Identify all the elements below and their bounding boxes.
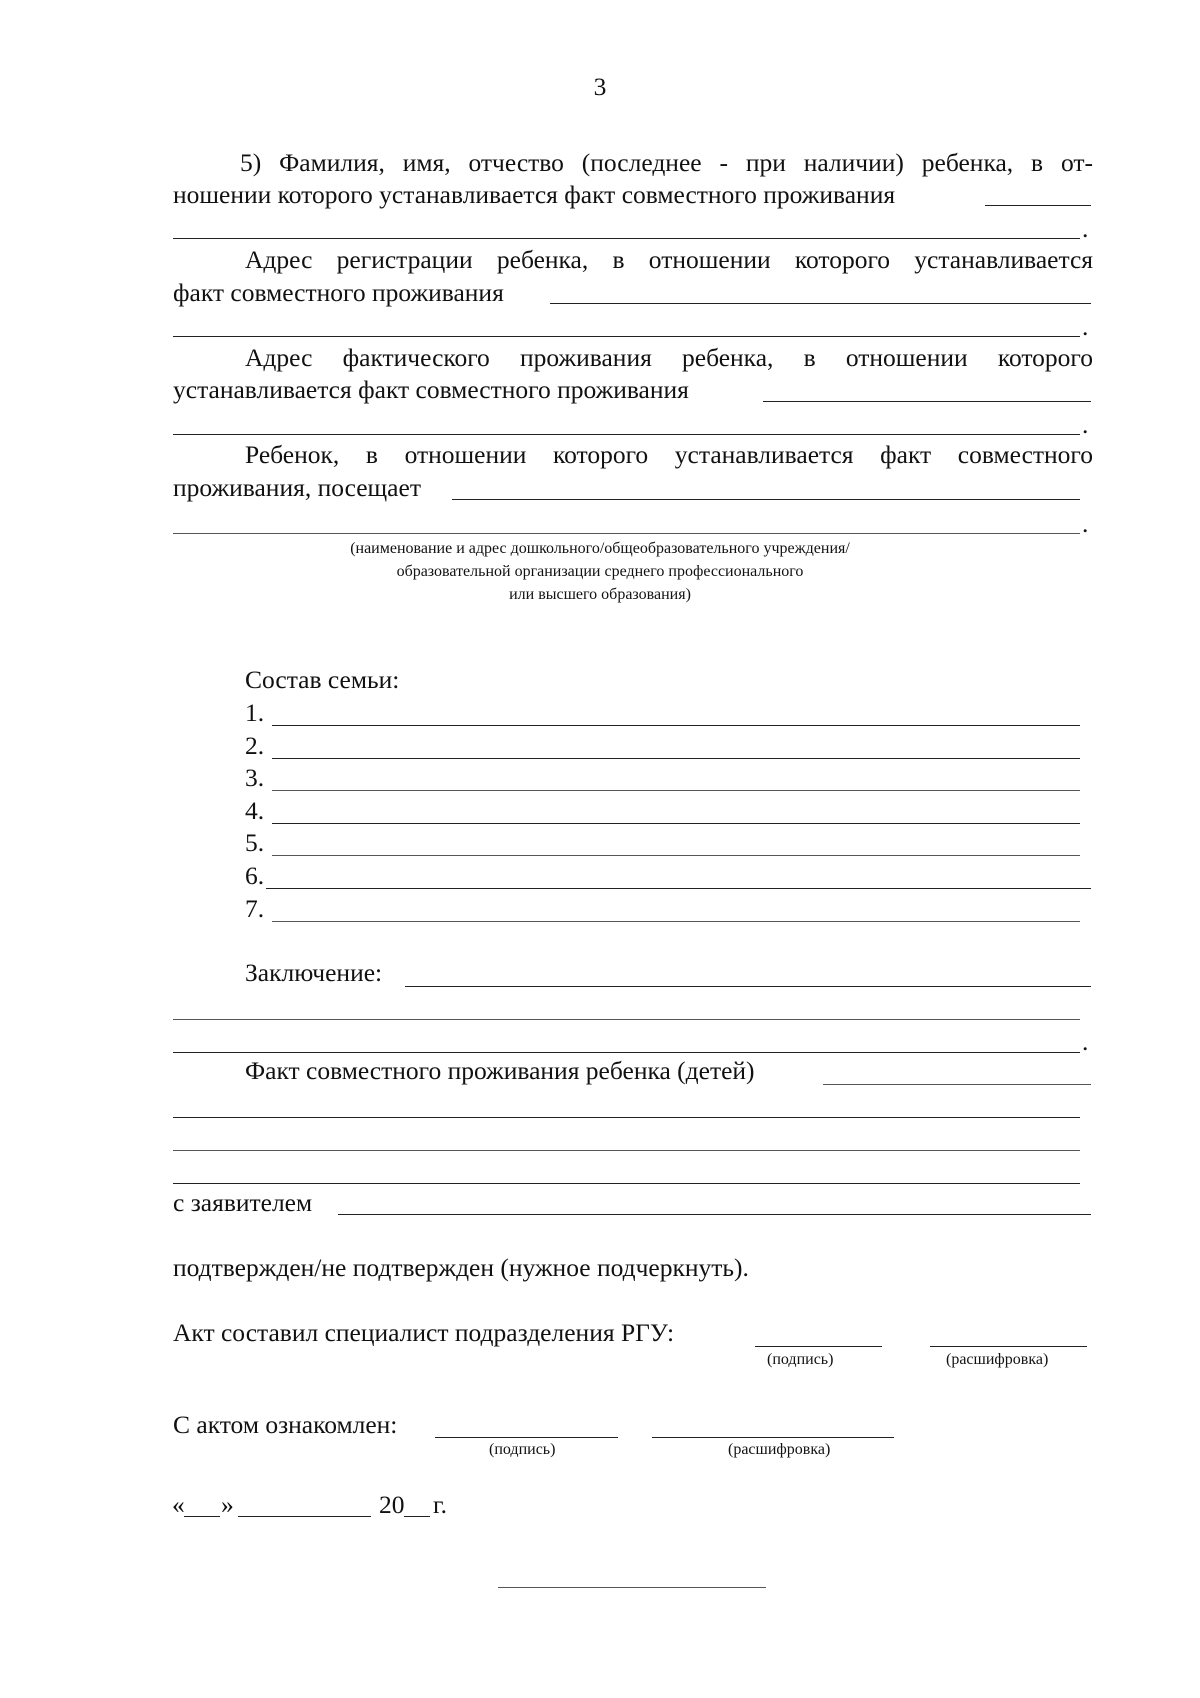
- fill-line: [173, 1183, 1080, 1184]
- family-item-line: [272, 823, 1080, 824]
- signature-caption: (подпись): [767, 1351, 834, 1368]
- family-item-line: [272, 790, 1080, 791]
- signature-line: [755, 1346, 882, 1347]
- actual-address-line1: Адрес фактического проживания ребенка, в отношении которого: [245, 343, 1093, 372]
- conclusion-label: Заключение:: [245, 958, 383, 987]
- attends-line2: проживания, посещает: [173, 473, 421, 502]
- attends-line1: Ребенок, в отношении которого устанавливается факт совместного: [245, 440, 1093, 469]
- registration-line2: факт совместного проживания: [173, 278, 504, 307]
- fill-line: [452, 499, 1080, 500]
- institution-caption-line1: (наименование и адрес дошкольного/общеобразовательного учреждения/: [350, 540, 850, 557]
- family-item-number: 3.: [245, 763, 265, 792]
- family-item-number: 7.: [245, 894, 265, 923]
- fill-line: [763, 401, 1091, 402]
- family-item-line: [266, 888, 1091, 889]
- decoding-line: [930, 1346, 1087, 1347]
- family-item-number: 5.: [245, 828, 265, 857]
- fill-line: [173, 1019, 1080, 1020]
- section5-line2: ношении которого устанавливается факт совместного проживания: [173, 180, 896, 209]
- month-line: [238, 1516, 371, 1517]
- signature-caption: (подпись): [489, 1441, 556, 1458]
- fill-line: [173, 1117, 1080, 1118]
- institution-caption-line2: образовательной организации среднего профессионального: [396, 563, 804, 580]
- day-line: [184, 1516, 220, 1517]
- family-item-line: [272, 855, 1080, 856]
- end-dot: .: [1082, 312, 1089, 341]
- registration-line1: Адрес регистрации ребенка, в отношении которого устанавливается: [245, 245, 1093, 274]
- end-dot: .: [1082, 1027, 1089, 1056]
- family-item-line: [272, 725, 1080, 726]
- acquainted-label: С актом ознакомлен:: [173, 1410, 398, 1439]
- family-item-number: 4.: [245, 796, 265, 825]
- fill-line: [985, 205, 1091, 206]
- fill-line: [823, 1084, 1091, 1085]
- family-title: Состав семьи:: [245, 665, 400, 694]
- decoding-line: [652, 1437, 894, 1438]
- institution-caption-line3: или высшего образования): [509, 586, 691, 603]
- year-prefix: 20: [379, 1490, 405, 1519]
- end-separator: [498, 1587, 766, 1588]
- date-close-quote: »: [221, 1490, 234, 1519]
- fill-line: [173, 238, 1080, 239]
- page-number: 3: [593, 72, 607, 101]
- fact-label: Факт совместного проживания ребенка (детей): [245, 1056, 755, 1085]
- signature-line: [435, 1437, 618, 1438]
- compiled-by-label: Акт составил специалист подразделения РГУ:: [173, 1318, 675, 1347]
- year-suffix: г.: [433, 1490, 447, 1519]
- fill-line: [173, 336, 1080, 337]
- family-item-line: [272, 758, 1080, 759]
- end-dot: .: [1082, 410, 1089, 439]
- decoding-caption: (расшифровка): [946, 1351, 1049, 1368]
- family-item-number: 2.: [245, 731, 265, 760]
- fill-line: [173, 1052, 1080, 1053]
- fill-line: [550, 303, 1091, 304]
- fill-line: [405, 986, 1091, 987]
- date-open-quote: «: [172, 1490, 185, 1519]
- end-dot: .: [1082, 509, 1089, 538]
- with-applicant-label: с заявителем: [173, 1188, 313, 1217]
- decoding-caption: (расшифровка): [728, 1441, 831, 1458]
- family-item-line: [272, 921, 1080, 922]
- fill-line: [173, 1150, 1080, 1151]
- year-line: [404, 1516, 430, 1517]
- fill-line: [338, 1214, 1091, 1215]
- fill-line: [173, 533, 1080, 534]
- confirmed-text: подтвержден/не подтвержден (нужное подчеркнуть).: [173, 1253, 749, 1282]
- actual-address-line2: устанавливается факт совместного проживания: [173, 375, 689, 404]
- family-item-number: 1.: [245, 698, 265, 727]
- fill-line: [173, 434, 1080, 435]
- family-item-number: 6.: [245, 861, 265, 890]
- end-dot: .: [1082, 214, 1089, 243]
- section5-line1: 5) Фамилия, имя, отчество (последнее - при наличии) ребенка, в от-: [240, 148, 1093, 177]
